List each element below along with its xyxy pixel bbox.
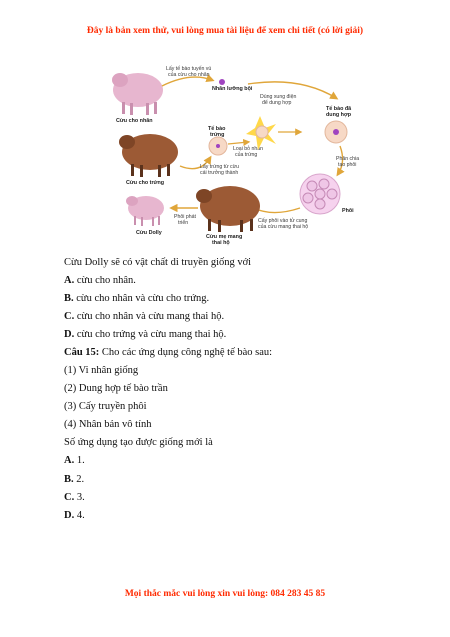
q15-stem-text: Cho các ứng dụng công nghệ tế bào sau: [99,347,273,358]
implant-label-2: của cừu mang thai hộ [258,224,309,230]
surrogate-sheep-image [196,186,260,232]
q14-stem: Cừu Dolly sẽ có vật chất di truyền giống với [64,257,252,268]
option-text: 4. [74,510,85,521]
electric-shock-image [246,116,276,150]
donor-sheep-image [112,73,163,115]
embryo-label: Phôi [342,208,354,214]
egg-cell-label-1: Tế bào [208,126,226,132]
q14-option-a [64,275,404,287]
shock-label-2: để dung hợp [262,100,292,106]
take-egg-label-1: Lấy trứng từ cừu [200,164,239,170]
divide-label-2: tạo phôi [338,162,357,168]
option-letter: B. [64,293,74,304]
cloning-diagram-figure [100,58,370,253]
embryo-image [300,174,340,214]
egg-sheep-label: Cừu cho trứng [126,180,165,186]
option-text: cừu cho nhân và cừu cho trứng. [73,293,210,304]
nucleus-label: Nhân lưỡng bội [212,86,253,92]
develop-label-1: Phôi phát [174,214,196,220]
donor-sheep-label: Cừu cho nhân [116,118,153,124]
arrow-donor-to-nucleus [162,77,212,86]
q15-prompt: Số ứng dụng tạo được giống mới là [64,437,213,448]
option-text: 2. [73,474,85,485]
egg-cell-label-2: trứng [210,132,225,138]
take-cell-label-2: của cừu cho nhân [168,72,210,78]
option-text: 1. [74,455,85,466]
q14-option-d [64,329,404,341]
contact-notice: Mọi thắc mắc vui lòng xin vui lòng: 084 283 45 85 [124,589,326,599]
cloning-diagram [100,58,370,253]
dolly-sheep-image [126,196,164,226]
option-letter: A. [64,275,75,286]
q14-option-b [64,293,404,305]
q14-option-c [64,311,404,323]
q15-item-2: (2) Dung hợp tế bào trần [64,383,168,394]
option-text: cừu cho trứng và cừu mang thai hộ. [74,329,227,340]
divide-label-1: Phân chia [336,156,360,162]
q15-item-3: (3) Cấy truyền phôi [64,401,147,412]
q15-item-1: (1) Vi nhân giống [64,365,139,376]
surrogate-label-1: Cừu mẹ mang [206,234,243,240]
fused-label-1: Tế bào đã [326,106,352,112]
option-letter: D. [64,510,75,521]
q15-option-b [64,474,404,486]
implant-label-1: Cấy phôi vào tử cung [258,218,308,224]
egg-sheep-image [119,134,178,177]
fused-label-2: dung hợp [326,112,352,118]
option-text: cừu cho nhân. [74,275,136,286]
q15-stem [64,347,404,359]
q15-option-d [64,510,404,522]
option-letter: B. [64,474,74,485]
preview-notice: Đây là bản xem thử, vui lòng mua tài liệu để xem chi tiết (có lời giải) [86,26,364,36]
take-egg-label-2: cái trưởng thành [200,170,239,176]
option-text: cừu cho nhân và cừu mang thai hộ. [74,311,225,322]
option-text: 3. [74,492,85,503]
q15-option-c [64,492,404,504]
shock-label-1: Dùng xung điện [260,94,297,100]
surrogate-label-2: thai hộ [212,240,230,246]
remove-nucleus-label-2: của trứng [235,152,258,158]
option-letter: D. [64,329,75,340]
remove-nucleus-label-1: Loại bỏ nhân [233,146,264,152]
q15-item-4: (4) Nhân bản vô tính [64,419,152,430]
arrow-egg-to-fusion [228,142,248,144]
dolly-label: Cừu Dolly [136,230,162,236]
q15-option-a [64,455,404,467]
take-cell-label-1: Lấy tế bào tuyến vú [166,66,212,72]
nucleus-image [219,79,225,85]
option-letter: A. [64,455,75,466]
q15-label: Câu 15: [64,347,100,358]
develop-label-2: triển [178,220,189,226]
option-letter: C. [64,311,75,322]
option-letter: C. [64,492,75,503]
